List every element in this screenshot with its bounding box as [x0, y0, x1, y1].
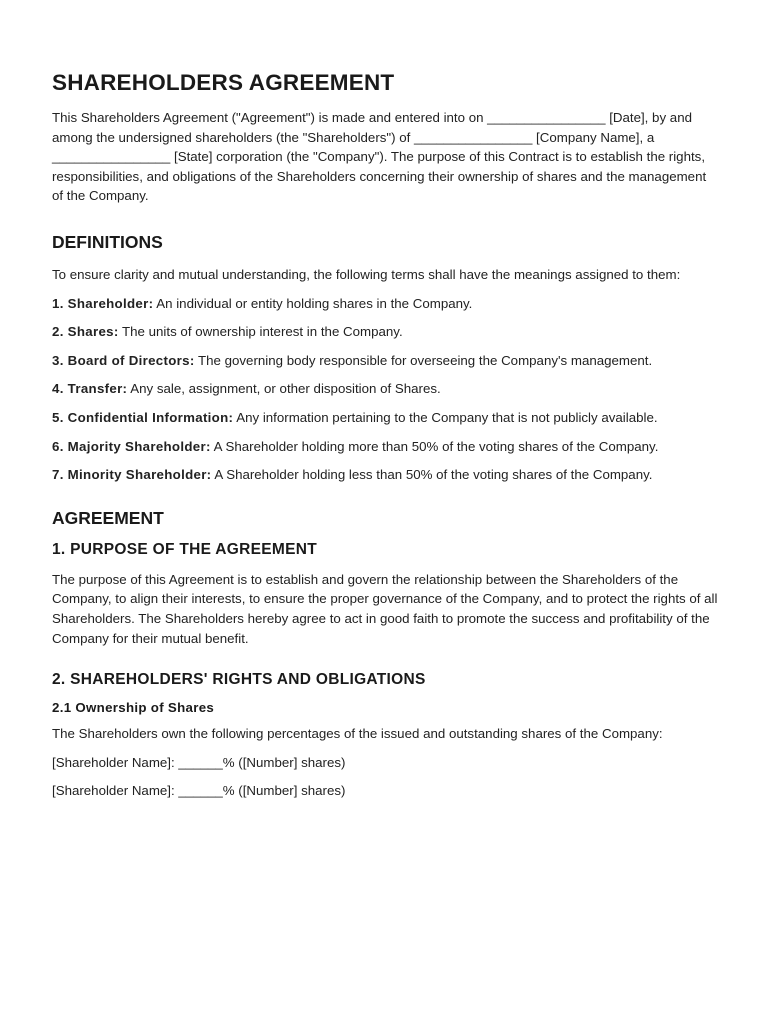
definitions-intro: To ensure clarity and mutual understanding, the following terms shall have the meanings assigned to them: [52, 266, 681, 282]
definition-text: A Shareholder holding less than 50% of the voting shares of the Company. [211, 467, 653, 483]
definition-shareholder [52, 294, 720, 314]
definition-term: 2. Shares: [52, 324, 119, 340]
definition-term: 1. Shareholder: [52, 295, 154, 311]
document-title: SHAREHOLDERS AGREEMENT [52, 70, 395, 95]
definitions-list [52, 294, 720, 485]
definition-text: A Shareholder holding more than 50% of the voting shares of the Company. [210, 438, 659, 454]
definition-majority-shareholder [52, 437, 720, 457]
definition-term: 5. Confidential Information: [52, 409, 234, 425]
purpose-paragraph: The purpose of this Agreement is to establish and govern the relationship between the Shareholders of the Company, to align their interests, to ensure the proper governance of the Company, and to protect the rights of all Shareholders. The Shareholders hereby agree to act in good faith to promote the success and profitability of the Company for their mutual benefit. [52, 571, 718, 646]
purpose-heading: 1. PURPOSE OF THE AGREEMENT [52, 540, 318, 558]
definition-board-of-directors [52, 351, 720, 371]
ownership-heading: 2.1 Ownership of Shares [52, 700, 215, 716]
ownership-paragraph: The Shareholders own the following percentages of the issued and outstanding shares of the Company: [52, 726, 663, 742]
definition-text: Any information pertaining to the Company that is not publicly available. [233, 409, 658, 425]
definition-text: The governing body responsible for overseeing the Company's management. [194, 352, 653, 368]
agreement-heading: AGREEMENT [52, 507, 164, 528]
definition-term: 4. Transfer: [52, 381, 128, 397]
definition-confidential-information [52, 408, 720, 428]
definition-term: 3. Board of Directors: [52, 352, 195, 368]
definitions-heading: DEFINITIONS [52, 231, 163, 252]
document-body [52, 70, 720, 801]
intro-paragraph: This Shareholders Agreement ("Agreement") is made and entered into on ________________ [Date], by and among the undersigned shareholders (the "Shareholders") of ________________ [Company Name], a ________________ [State] corporation (the "Company"). The purpose of this Contract is to establish the rights, responsibilities, and obligations of the Shareholders concerning their ownership of shares and the management of the Company. [52, 110, 707, 204]
definition-transfer [52, 379, 720, 399]
definition-text: Any sale, assignment, or other disposition of Shares. [127, 381, 441, 397]
definition-term: 7. Minority Shareholder: [52, 467, 212, 483]
shareholder-line: [Shareholder Name]: ______% ([Number] shares) [52, 754, 346, 770]
definition-text: An individual or entity holding shares in the Company. [153, 295, 473, 311]
rights-heading: 2. SHAREHOLDERS' RIGHTS AND OBLIGATIONS [52, 671, 426, 689]
definition-term: 6. Majority Shareholder: [52, 438, 211, 454]
definition-minority-shareholder [52, 465, 720, 485]
definition-shares [52, 322, 720, 342]
shareholder-line: [Shareholder Name]: ______% ([Number] shares) [52, 783, 346, 799]
definition-text: The units of ownership interest in the Company. [118, 324, 403, 340]
